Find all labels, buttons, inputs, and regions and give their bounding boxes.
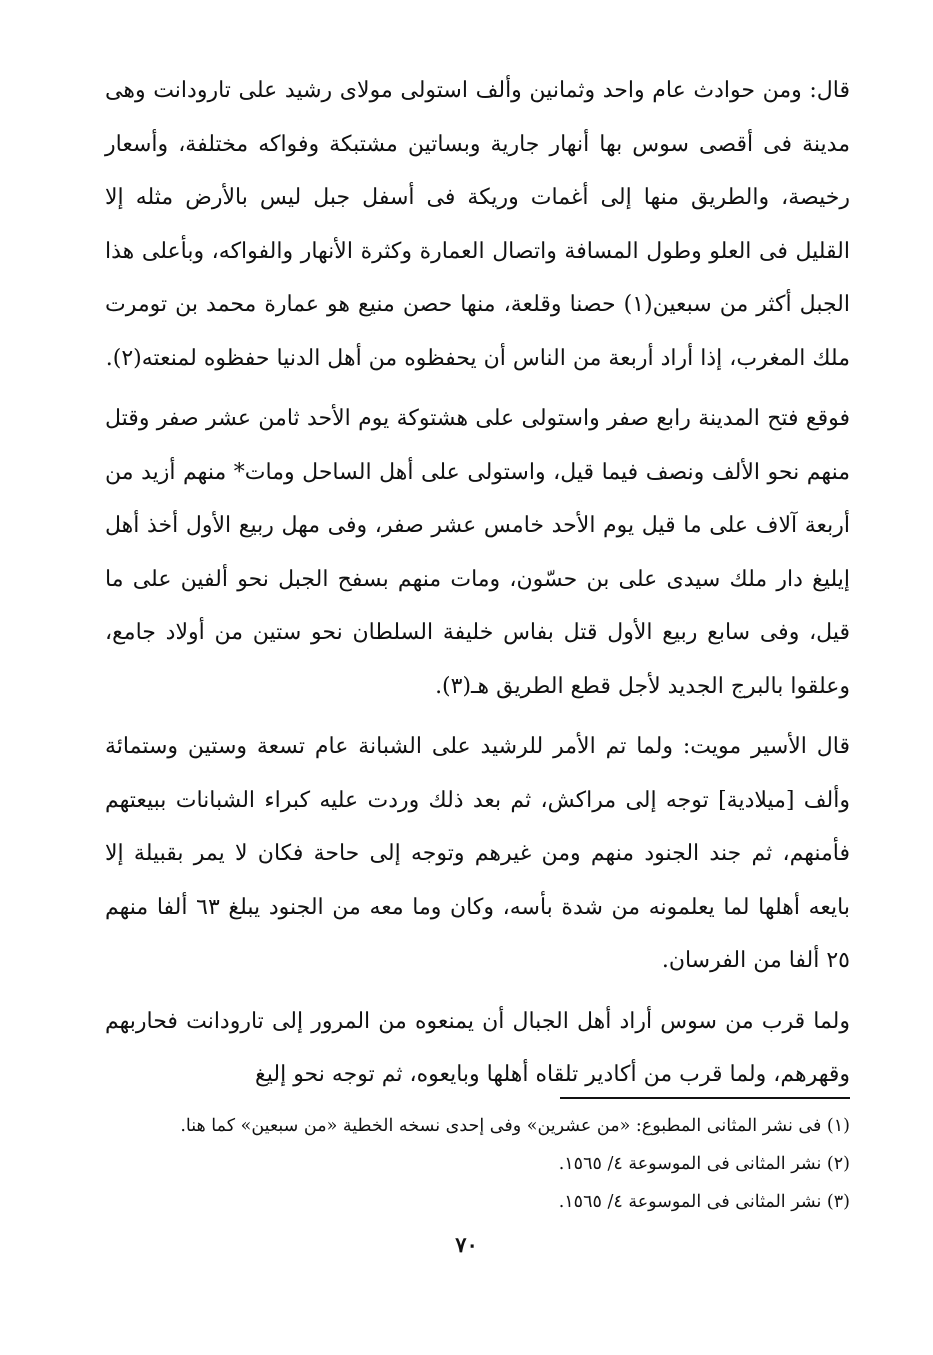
footnotes <box>120 1107 850 1221</box>
footnote-3: (٣) نشر المثانى فى الموسوعة ٤/ ١٥٦٥. <box>558 1192 850 1212</box>
footnote-divider <box>560 1097 850 1099</box>
paragraph-4: ولما قرب من سوس أراد أهل الجبال أن يمنعوه من المرور إلى تارودانت فحاربهم وقهرهم، ولما قرب من أكادير تلقاه أهلها وبايعوه، ثم توجه نحو إليغ <box>105 1008 850 1087</box>
paragraph-2: فوقع فتح المدينة رابع صفر واستولى على هشتوكة يوم الأحد ثامن عشر صفر وقتل منهم نحو الألف ونصف فيما قيل، واستولى على أهل الساحل ومات* منهم أزيد من أربعة آلاف على ما قيل يوم الأحد خامس عشر صفر، وفى مهل ربيع الأول أخذ أهل إيليغ دار ملك سيدى على بن حسّون، ومات منهم بسفح الجبل نحو ألفين على ما قيل، وفى سابع ربيع الأول قتل بفاس خليفة السلطان نحو ستين من أولاد جامع، وعلقوا بالبرج الجديد لأجل قطع الطريق هـ(٣). <box>105 406 850 699</box>
footnote-1: (١) فى نشر المثانى المطبوع: «من عشرين» وفى إحدى نسخه الخطية «من سبعين» كما هنا. <box>180 1116 850 1136</box>
paragraph-1: قال: ومن حوادث عام واحد وثمانين وألف استولى مولاى رشيد على تارودانت وهى مدينة فى أقصى سوس بها أنهار جارية وبساتين مشتبكة وفواكه مختلفة، وأسعار رخيصة، والطريق منها إلى أغمات وريكة فى أسفل جبل ليس بالأرض مثله إلا القليل فى العلو وطول المسافة واتصال العمارة وكثرة الأنهار والفواكه، وبأعلى هذا الجبل أكثر من سبعين(١) حصنا وقلعة، منها حصن منيع هو عمارة محمد بن تومرت ملك المغرب، إذا أراد أربعة من الناس أن يحفظوه من أهل الدنيا حفظوه لمنعته(٢). <box>105 78 850 371</box>
page-number: ٧٠ <box>455 1232 478 1257</box>
footnote-2: (٢) نشر المثانى فى الموسوعة ٤/ ١٥٦٥. <box>558 1154 850 1174</box>
main-text <box>105 64 850 1102</box>
paragraph-3: قال الأسير مويت: ولما تم الأمر للرشيد على الشبانة عام تسعة وستين وستمائة وألف [ميلادية] توجه إلى مراكش، ثم بعد ذلك وردت عليه كبراء الشبانات ببيعتهم فأمنهم، ثم جند الجنود منهم ومن غيرهم وتوجه إلى حاحة فكان لا يمر بقبيلة إلا بايعه أهلها لما يعلمونه من شدة بأسه، وكان وما معه من الجنود يبلغ ٦٣ ألفا منهم ٢٥ ألفا من الفرسان. <box>105 734 850 973</box>
